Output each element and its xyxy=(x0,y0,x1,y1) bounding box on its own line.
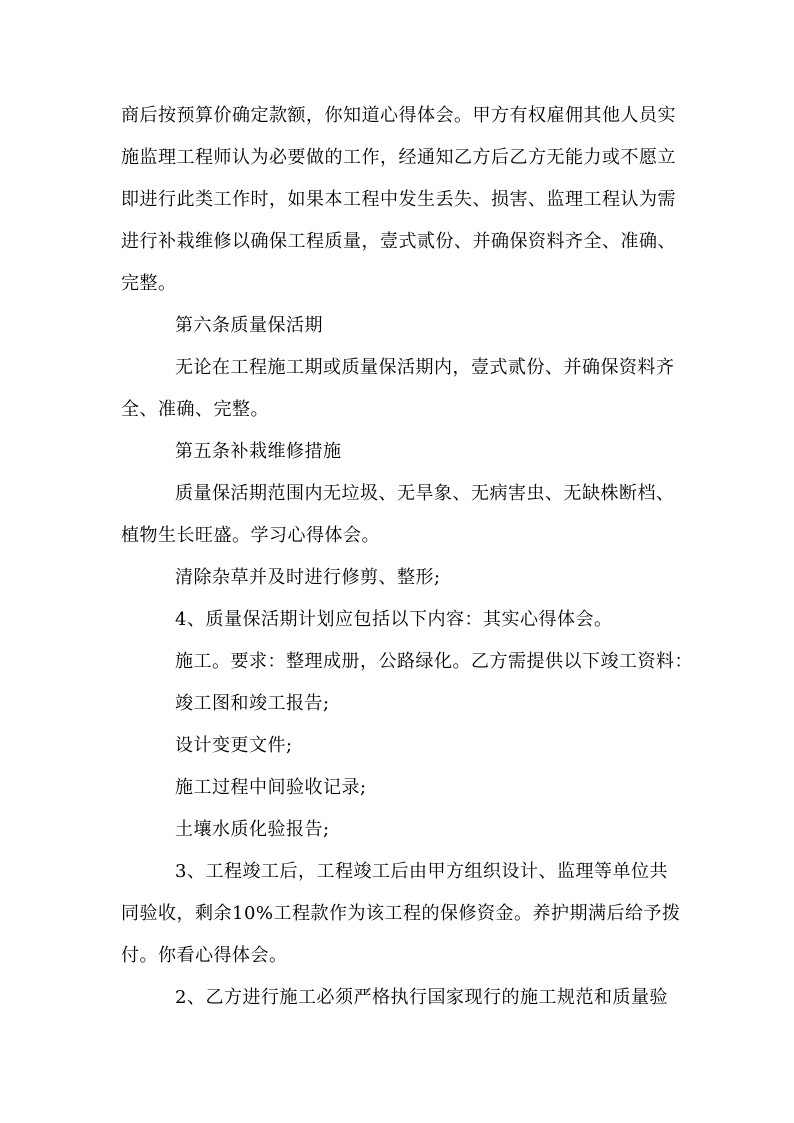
list-item: 施工过程中间验收记录; xyxy=(175,777,367,798)
paragraph-line: 施工。要求：整理成册，公路绿化。乙方需提供以下竣工资料： xyxy=(175,651,693,672)
paragraph-line: 2、乙方进行施工必须严格执行国家现行的施工规范和质量验 xyxy=(175,987,668,1008)
paragraph-line: 施监理工程师认为必要做的工作，经通知乙方后乙方无能力或不愿立 xyxy=(121,147,676,168)
paragraph-line: 同验收，剩余10%工程款作为该工程的保修资金。养护期满后给予拨 xyxy=(121,903,681,924)
paragraph-line: 进行补栽维修以确保工程质量，壹式贰份、并确保资料齐全、准确、 xyxy=(121,231,676,252)
section-heading: 第六条质量保活期 xyxy=(175,315,323,336)
paragraph-line: 付。你看心得体会。 xyxy=(121,945,288,966)
paragraph-line: 质量保活期范围内无垃圾、无旱象、无病害虫、无缺株断档、 xyxy=(175,483,675,504)
paragraph-line: 商后按预算价确定款额，你知道心得体会。甲方有权雇佣其他人员实 xyxy=(121,105,676,126)
paragraph-line: 植物生长旺盛。学习心得体会。 xyxy=(121,525,380,546)
list-item: 竣工图和竣工报告; xyxy=(175,693,330,714)
paragraph-line: 完整。 xyxy=(121,273,177,294)
section-heading: 第五条补栽维修措施 xyxy=(175,441,342,462)
paragraph-line: 4、质量保活期计划应包括以下内容：其实心得体会。 xyxy=(175,609,613,630)
list-item: 设计变更文件; xyxy=(175,735,293,756)
paragraph-line: 即进行此类工作时，如果本工程中发生丢失、损害、监理工程认为需 xyxy=(121,189,676,210)
paragraph-line: 无论在工程施工期或质量保活期内，壹式贰份、并确保资料齐 xyxy=(175,357,675,378)
paragraph-line: 清除杂草并及时进行修剪、整形; xyxy=(175,567,441,588)
list-item: 土壤水质化验报告; xyxy=(175,819,330,840)
paragraph-line: 全、准确、完整。 xyxy=(121,399,269,420)
paragraph-line: 3、工程竣工后，工程竣工后由甲方组织设计、监理等单位共 xyxy=(175,861,668,882)
